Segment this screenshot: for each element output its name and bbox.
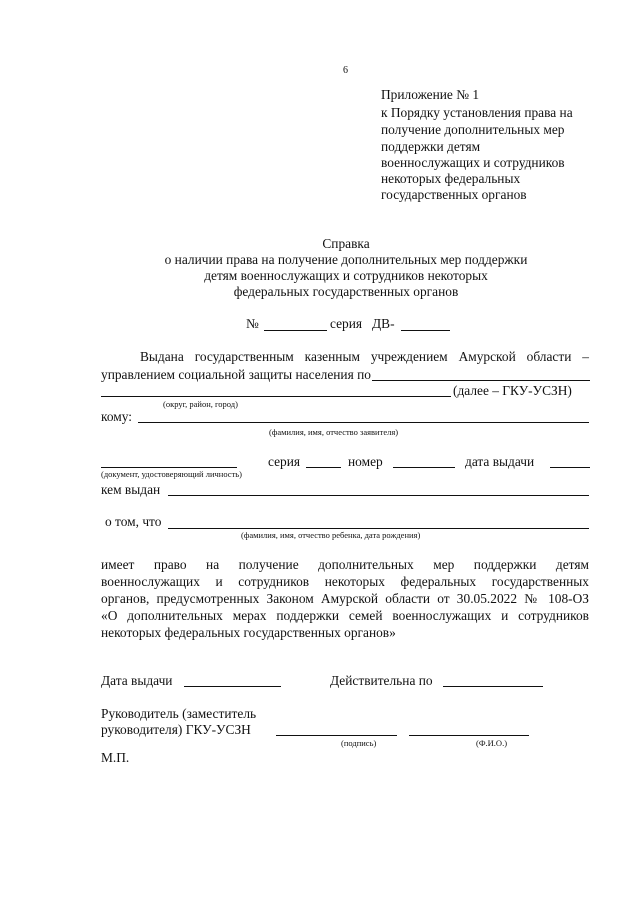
about-label: о том, что — [105, 514, 162, 529]
doc-date-label: дата выдачи — [465, 454, 535, 469]
appendix-line: к Порядку установления права на — [381, 105, 573, 120]
to-label: кому: — [101, 409, 132, 424]
district-field-2[interactable] — [101, 396, 451, 397]
body-line: военнослужащих и сотрудников некоторых федеральных государственных — [101, 574, 589, 589]
signer-line-1: Руководитель (заместитель — [101, 706, 257, 721]
applicant-field[interactable] — [138, 422, 589, 423]
fio-field[interactable] — [409, 735, 529, 736]
doc-series-field[interactable] — [306, 467, 341, 468]
series-label: серия — [330, 316, 363, 331]
issued-by-field[interactable] — [168, 495, 589, 496]
signer-line-2: руководителя) ГКУ-УСЗН — [101, 722, 251, 737]
caption-applicant: (фамилия, имя, отчество заявителя) — [269, 427, 399, 437]
doc-number-field[interactable] — [393, 467, 455, 468]
district-field-1[interactable] — [372, 380, 590, 381]
title-heading: Справка — [322, 236, 370, 251]
caption-signature: (подпись) — [341, 738, 377, 748]
stamp-place: М.П. — [101, 750, 130, 765]
dv-label: ДВ- — [372, 316, 395, 331]
body-line: имеет право на получение дополнительных мер поддержки детям — [101, 557, 589, 572]
issued-by-label: кем выдан — [101, 482, 161, 497]
title-line: о наличии права на получение дополнительных мер поддержки — [164, 252, 528, 267]
issued-line-1: Выдана государственным казенным учреждением Амурской области – — [140, 349, 589, 364]
body-line: «О дополнительных мерах поддержки семей военнослужащих и сотрудников — [101, 608, 589, 623]
doc-type-field[interactable] — [101, 467, 237, 468]
body-line-last: некоторых федеральных государственных органов» — [101, 625, 396, 640]
issued-line-2: управлением социальной защиты населения по — [101, 367, 371, 382]
appendix-line: военнослужащих и сотрудников — [381, 155, 565, 170]
doc-date-field[interactable] — [550, 467, 590, 468]
appendix-line: Приложение № 1 — [381, 87, 480, 102]
title-line: детям военнослужащих и сотрудников некоторых — [204, 268, 488, 283]
issue-date-field[interactable] — [184, 686, 281, 687]
child-field[interactable] — [168, 528, 589, 529]
appendix-line: поддержки детям — [381, 139, 481, 154]
caption-fio: (Ф.И.О.) — [476, 738, 508, 748]
signature-field[interactable] — [276, 735, 397, 736]
issue-date-label: Дата выдачи — [101, 673, 173, 688]
valid-until-field[interactable] — [443, 686, 543, 687]
number-field[interactable] — [264, 330, 327, 331]
valid-until-label: Действительна по — [330, 673, 433, 688]
doc-number-label: номер — [348, 454, 383, 469]
number-label: № — [246, 316, 259, 331]
title-line: федеральных государственных органов — [233, 284, 459, 299]
dv-number-field[interactable] — [401, 330, 450, 331]
doc-series-label: серия — [268, 454, 301, 469]
page-number: 6 — [343, 65, 348, 76]
caption-district: (округ, район, город) — [163, 399, 238, 409]
caption-child: (фамилия, имя, отчество ребенка, дата рождения) — [241, 530, 421, 540]
appendix-line: государственных органов — [381, 187, 527, 202]
appendix-line: получение дополнительных мер — [381, 122, 565, 137]
body-line: органов, предусмотренных Законом Амурской области от 30.05.2022 № 108-ОЗ — [101, 591, 589, 606]
caption-doc: (документ, удостоверяющий личность) — [101, 469, 242, 479]
issued-suffix: (далее – ГКУ-УСЗН) — [453, 383, 572, 398]
appendix-line: некоторых федеральных — [381, 171, 521, 186]
